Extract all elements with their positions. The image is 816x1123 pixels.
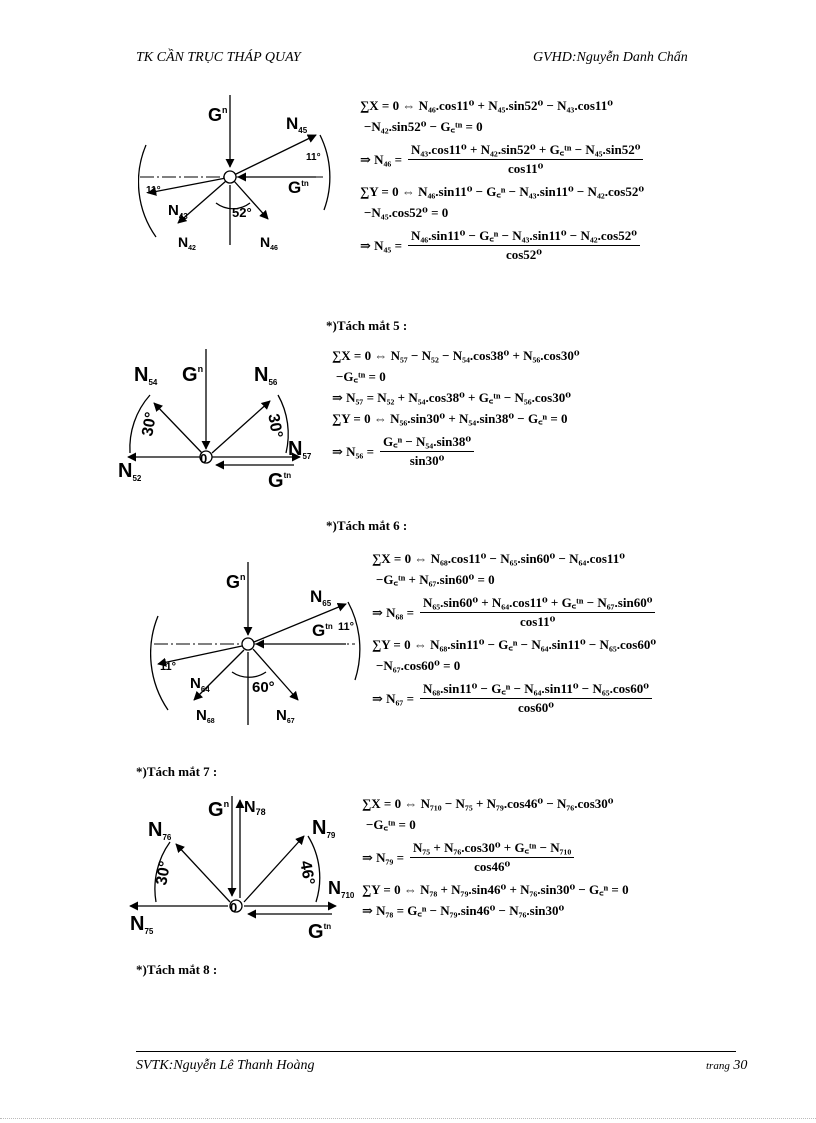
label-n45: $N_{45}$ bbox=[286, 114, 308, 135]
eq-n56: ⇒ N₅₆ = $\frac{\text{G꜀ⁿ − N₅₄.sin38⁰}}{\text{sin30⁰}}$ bbox=[332, 429, 580, 473]
eq-sum-x-cont: −G꜀ᵗⁿ = 0 bbox=[366, 817, 416, 832]
label-n78: N78 bbox=[244, 799, 266, 817]
node-origin: 0 bbox=[200, 451, 208, 466]
node-7-equations bbox=[362, 793, 629, 921]
label-n710: $N_{710}$ bbox=[328, 878, 355, 900]
label-gt: $G^{tn}$ bbox=[268, 470, 292, 492]
angle-60: 60° bbox=[252, 679, 275, 696]
label-gt: $G^{tn}$ bbox=[312, 621, 333, 640]
eq-n45: ⇒ N₄₅ = $\frac{\text{N₄₆.sin11⁰ − G꜀ⁿ − N₄₃.sin11⁰ − N₄₂.cos52⁰}}{\text{cos52⁰}}$ bbox=[360, 223, 644, 267]
eq-n67: ⇒ N₆₇ = $\frac{\text{N₆₈.sin11⁰ − G꜀ⁿ − N₆₄.sin11⁰ − N₆₅.cos60⁰}}{\text{cos60⁰}}$ bbox=[372, 676, 656, 720]
label-n42: $N_{42}$ bbox=[178, 234, 196, 252]
label-n57: $N_{57}$ bbox=[288, 438, 312, 461]
eq-n68: ⇒ N₆₈ = $\frac{\text{N₆₅.sin60⁰ + N₆₄.cos11⁰ + G꜀ᵗⁿ − N₆₇.sin60⁰}}{\text{cos11⁰}}$ bbox=[372, 590, 656, 634]
angle-30: 30° bbox=[153, 859, 175, 887]
eq-n57: ⇒ N₅₇ = N₅₂ + N₅₄.cos38⁰ + G꜀ᵗⁿ − N₅₆.cos30⁰ bbox=[332, 390, 571, 405]
eq-n78: ⇒ N₇₈ = G꜀ⁿ − N₇₉.sin46⁰ − N₇₆.sin30⁰ bbox=[362, 903, 565, 918]
angle-52: 52° bbox=[232, 205, 252, 220]
angle-30-left: 30° bbox=[139, 410, 161, 438]
angle-11-left: 11° bbox=[146, 185, 161, 196]
label-n54: $N_{54}$ bbox=[134, 364, 158, 387]
label-n65: $N_{65}$ bbox=[310, 587, 332, 608]
label-n79: $N_{79}$ bbox=[312, 817, 336, 840]
angle-11-left: 11° bbox=[160, 661, 177, 673]
label-g: $G^n$ bbox=[208, 105, 228, 125]
header-title: TK CẦN TRỤC THÁP QUAY bbox=[136, 50, 301, 65]
label-gt: $G^{tn}$ bbox=[308, 921, 332, 943]
eq-sum-x-cont: −G꜀ᵗⁿ = 0 bbox=[336, 369, 386, 384]
eq-sum-y-cont: −N₆₇.cos60⁰ = 0 bbox=[376, 658, 461, 673]
label-n75: $N_{75}$ bbox=[130, 913, 154, 936]
label-g: $G^n$ bbox=[226, 572, 246, 592]
node-4-diagram bbox=[138, 95, 338, 260]
node-7-diagram bbox=[118, 790, 358, 945]
node-6-diagram bbox=[150, 560, 365, 730]
eq-sum-y: ∑Y = 0 ⇔ N₇₈ + N₇₉.sin46⁰ + N₇₆.sin30⁰ − G꜀ⁿ = 0 bbox=[362, 882, 629, 897]
angle-11-right: 11° bbox=[306, 152, 321, 163]
eq-sum-y: ∑Y = 0 ⇔ N₅₆.sin30⁰ + N₅₄.sin38⁰ − G꜀ⁿ = 0 bbox=[332, 411, 568, 426]
label-gc: $G^{tn}$ bbox=[288, 178, 309, 197]
eq-n46: ⇒ N₄₆ = $\frac{\text{N₄₃.cos11⁰ + N₄₂.sin52⁰ + G꜀ᵗⁿ − N₄₅.sin52⁰}}{\text{cos11⁰}}$ bbox=[360, 137, 644, 181]
heading-node-7: *)Tách mắt 7 : bbox=[136, 764, 218, 779]
eq-sum-y: ∑Y = 0 ⇔ N₆₈.sin11⁰ − G꜀ⁿ − N₆₄.sin11⁰ − N₆₅.cos60⁰ bbox=[372, 637, 657, 652]
angle-30-right: 30° bbox=[264, 412, 286, 440]
node-6-equations bbox=[372, 548, 656, 720]
eq-sum-x: ∑X = 0 ⇔ N₅₇ − N₅₂ − N₅₄.cos38⁰ + N₅₆.cos30⁰ bbox=[332, 348, 580, 363]
eq-sum-y-cont: −N₄₅.cos52⁰ = 0 bbox=[364, 205, 449, 220]
node-origin: 0 bbox=[230, 900, 238, 915]
label-g: $G^n$ bbox=[182, 364, 204, 386]
node-5-diagram bbox=[118, 345, 323, 495]
node-5-equations bbox=[332, 345, 580, 473]
footer-rule bbox=[136, 1051, 736, 1052]
footer-author: SVTK:Nguyễn Lê Thanh Hoàng bbox=[136, 1058, 315, 1073]
page-number: trang 30 bbox=[706, 1058, 748, 1073]
label-n43: $N_{43}$ bbox=[168, 202, 188, 221]
eq-n79: ⇒ N₇₉ = $\frac{\text{N₇₅ + N₇₆.cos30⁰ + G꜀ᵗⁿ − N₇₁₀}}{\text{cos46⁰}}$ bbox=[362, 835, 629, 879]
heading-node-6: *)Tách mắt 6 : bbox=[326, 518, 408, 533]
heading-node-8: *)Tách mắt 8 : bbox=[136, 962, 218, 977]
node-4-equations bbox=[360, 95, 644, 267]
label-n52: $N_{52}$ bbox=[118, 460, 142, 483]
eq-sum-x: ∑X = 0 ⇔ N₇₁₀ − N₇₅ + N₇₉.cos46⁰ − N₇₆.cos30⁰ bbox=[362, 796, 614, 811]
label-n76: $N_{76}$ bbox=[148, 819, 172, 842]
label-n46: $N_{46}$ bbox=[260, 234, 278, 252]
label-g: $G^n$ bbox=[208, 799, 230, 821]
angle-46: 46° bbox=[296, 859, 318, 887]
eq-sum-x-cont: −G꜀ᵗⁿ + N₆₇.sin60⁰ = 0 bbox=[376, 572, 495, 587]
header-supervisor: GVHD:Nguyễn Danh Chấn bbox=[533, 50, 688, 65]
eq-sum-x: ∑X = 0 ⇔ N₄₆.cos11⁰ + N₄₅.sin52⁰ − N₄₃.cos11⁰ bbox=[360, 98, 613, 113]
label-n68: $N_{68}$ bbox=[196, 707, 215, 725]
heading-node-5: *)Tách mắt 5 : bbox=[326, 318, 408, 333]
label-n56: $N_{56}$ bbox=[254, 364, 278, 387]
eq-sum-y: ∑Y = 0 ⇔ N₄₆.sin11⁰ − G꜀ⁿ − N₄₃.sin11⁰ − N₄₂.cos52⁰ bbox=[360, 184, 645, 199]
page-edge bbox=[0, 1118, 816, 1119]
label-n67: $N_{67}$ bbox=[276, 707, 295, 725]
angle-11-right: 11° bbox=[338, 621, 355, 633]
eq-sum-x: ∑X = 0 ⇔ N₆₈.cos11⁰ − N₆₅.sin60⁰ − N₆₄.cos11⁰ bbox=[372, 551, 625, 566]
eq-sum-x-cont: −N₄₂.sin52⁰ − G꜀ᵗⁿ = 0 bbox=[364, 119, 483, 134]
label-n64: $N_{64}$ bbox=[190, 675, 210, 694]
